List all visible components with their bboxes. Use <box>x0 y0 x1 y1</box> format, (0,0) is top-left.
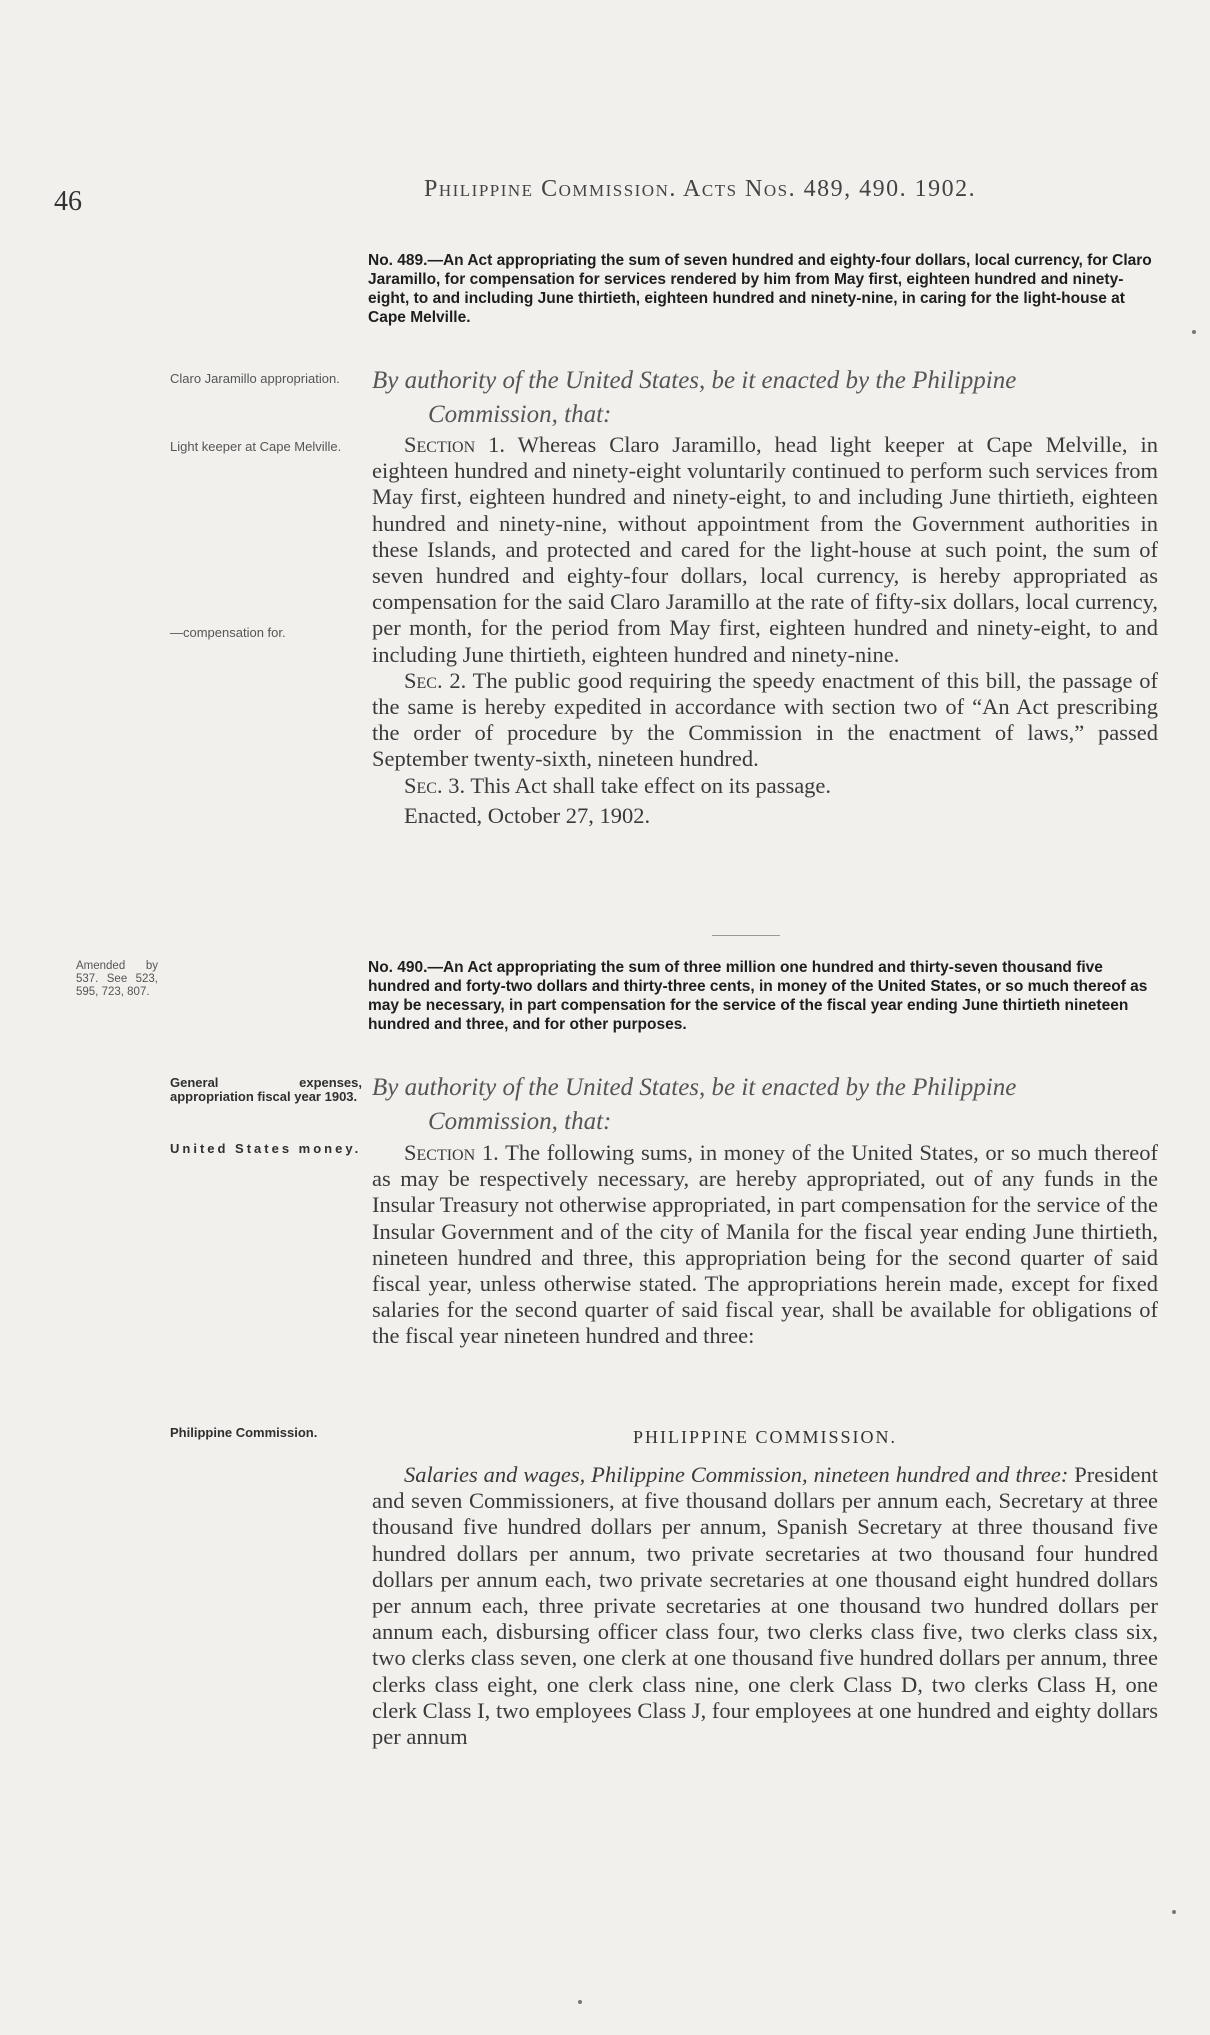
scan-speck <box>578 2000 582 2004</box>
act-489-section-2 <box>372 668 1158 773</box>
margin-note-philippine-commission: Philippine Commission. <box>170 1425 318 1440</box>
act-489-sec3-text: This Act shall take effect on its passage. <box>470 772 832 798</box>
margin-note-amended: Amended by 537. See 523, 595, 723, 807. <box>76 960 158 998</box>
act-490-sec1-text: The following sums, in money of the United States, or so much thereof as may be respectively necessary, are hereby appropriated, out of any funds in the Insular Treasury not otherwise appropriated, in part compensation for the service of the Insular Government and of the city of Manila for the fiscal year ending June thirtieth, nineteen hundred and three, this appropriation being for the second quarter of said fiscal year, unless otherwise stated. The appropriations herein made, except for fixed salaries for the second quarter of said fiscal year, shall be available for obligations of the fiscal year nineteen hundred and three: <box>372 1140 1159 1349</box>
act-489-title <box>368 251 1158 327</box>
act-490-enacting-clause <box>372 1071 1162 1139</box>
running-head: Philippine Commission. Acts Nos. 489, 490. 1902. <box>424 176 977 202</box>
act-489-sec1-label: Section 1. <box>404 432 506 457</box>
act-489-sec2-label: Sec. 2. <box>404 667 467 693</box>
act-489-enacted-date: Enacted, October 27, 1902. <box>404 802 651 828</box>
section-heading-philippine-commission: PHILIPPINE COMMISSION. <box>632 1427 898 1447</box>
act-divider <box>712 935 780 936</box>
act-490-sec1-label: Section 1. <box>404 1140 499 1165</box>
salaries-paragraph <box>372 1462 1158 1750</box>
act-490-section-1 <box>372 1140 1158 1350</box>
act-490-number: No. 490. <box>368 959 428 976</box>
margin-note-claro-appropriation: Claro Jaramillo appropriation. <box>170 371 340 386</box>
margin-note-general-expenses: General expenses, appropriation fiscal year 1903. <box>170 1075 362 1104</box>
act-489-enacting-line2: Commission, that: <box>428 401 612 428</box>
act-490-title <box>368 958 1158 1034</box>
margin-note-light-keeper: Light keeper at Cape Melville. <box>170 439 342 454</box>
act-489-title-text: —An Act appropriating the sum of seven hundred and eighty-four dollars, local currency, for Claro Jaramillo, for compensation for services rendered by him from May first, eighteen hundred and ninety-eight, to and including June thirtieth, eighteen hundred and ninety-nine, in caring for the light-house at Cape Melville. <box>368 252 1152 326</box>
act-489-sec2-text: The public good requiring the speedy enactment of this bill, the passage of the same is hereby expedited in accordance with section two of “An Act prescribing the order of procedure by the Commission in the enactment of laws,” passed September twenty-sixth, nineteen hundred. <box>372 667 1159 772</box>
act-490-body <box>372 1140 1158 1350</box>
act-490-enacting-line1: By authority of the United States, be it enacted by the Philippine <box>372 1074 1017 1101</box>
act-489-number: No. 489. <box>368 252 428 269</box>
act-489-sec1-text: Whereas Claro Jaramillo, head light keeper at Cape Melville, in eighteen hundred and ninety-eight voluntarily continued to perform such services from May first, eighteen hundred and ninety-eight, to and including June thirtieth, eighteen hundred and ninety-nine, without appointment from the Government authorities in these Islands, and protected and cared for the light-house at such point, the sum of seven hundred and eighty-four dollars, local currency, is hereby appropriated as compensation for the said Claro Jaramillo at the rate of fifty-six dollars, local currency, per month, for the period from May first, eighteen hundred and ninety-eight, to and including June thirtieth, eighteen hundred and ninety-nine. <box>372 432 1158 667</box>
act-489-section-3 <box>372 773 1158 799</box>
act-489-enacting-line1: By authority of the United States, be it enacted by the Philippine <box>372 367 1017 394</box>
salaries-italic-heading: Salaries and wages, Philippine Commission, nineteen hundred and three: <box>404 1462 1069 1487</box>
act-489-body <box>372 432 1158 829</box>
act-490-salaries <box>372 1462 1158 1750</box>
scan-speck <box>1172 1910 1176 1914</box>
page-number: 46 <box>54 186 82 217</box>
salaries-text: President and seven Commissioners, at five thousand dollars per annum each, Secretary at three thousand five hundred dollars per annum, Spanish Secretary at three thousand five hundred dollars per annum, two private secretaries at two thousand four hundred dollars per annum each, two private secretaries at one thousand eight hundred dollars per annum each, three private secretaries at one thousand two hundred dollars per annum each, disbursing officer class four, two clerks class five, two clerks class six, two clerks class seven, one clerk at one thousand five hundred dollars per annum, three clerks class eight, one clerk class nine, one clerk Class D, two clerks Class H, one clerk Class I, two employees Class J, four employees at one hundred and eighty dollars per annum <box>372 1462 1159 1750</box>
act-489-section-1 <box>372 432 1158 668</box>
margin-note-us-money: United States money. <box>170 1141 362 1156</box>
act-490-enacting-line2: Commission, that: <box>428 1108 612 1135</box>
scan-speck <box>1192 330 1196 334</box>
act-490-title-text: —An Act appropriating the sum of three million one hundred and thirty-seven thousand five hundred and forty-two dollars and thirty-three cents, in money of the United States, or so much thereof as may be necessary, in part compensation for the service of the fiscal year ending June thirtieth nineteen hundred and three, and for other purposes. <box>368 959 1148 1033</box>
margin-note-compensation: —compensation for. <box>170 625 286 640</box>
act-489-enacting-clause <box>372 364 1162 432</box>
act-489-sec3-label: Sec. 3. <box>404 772 466 798</box>
